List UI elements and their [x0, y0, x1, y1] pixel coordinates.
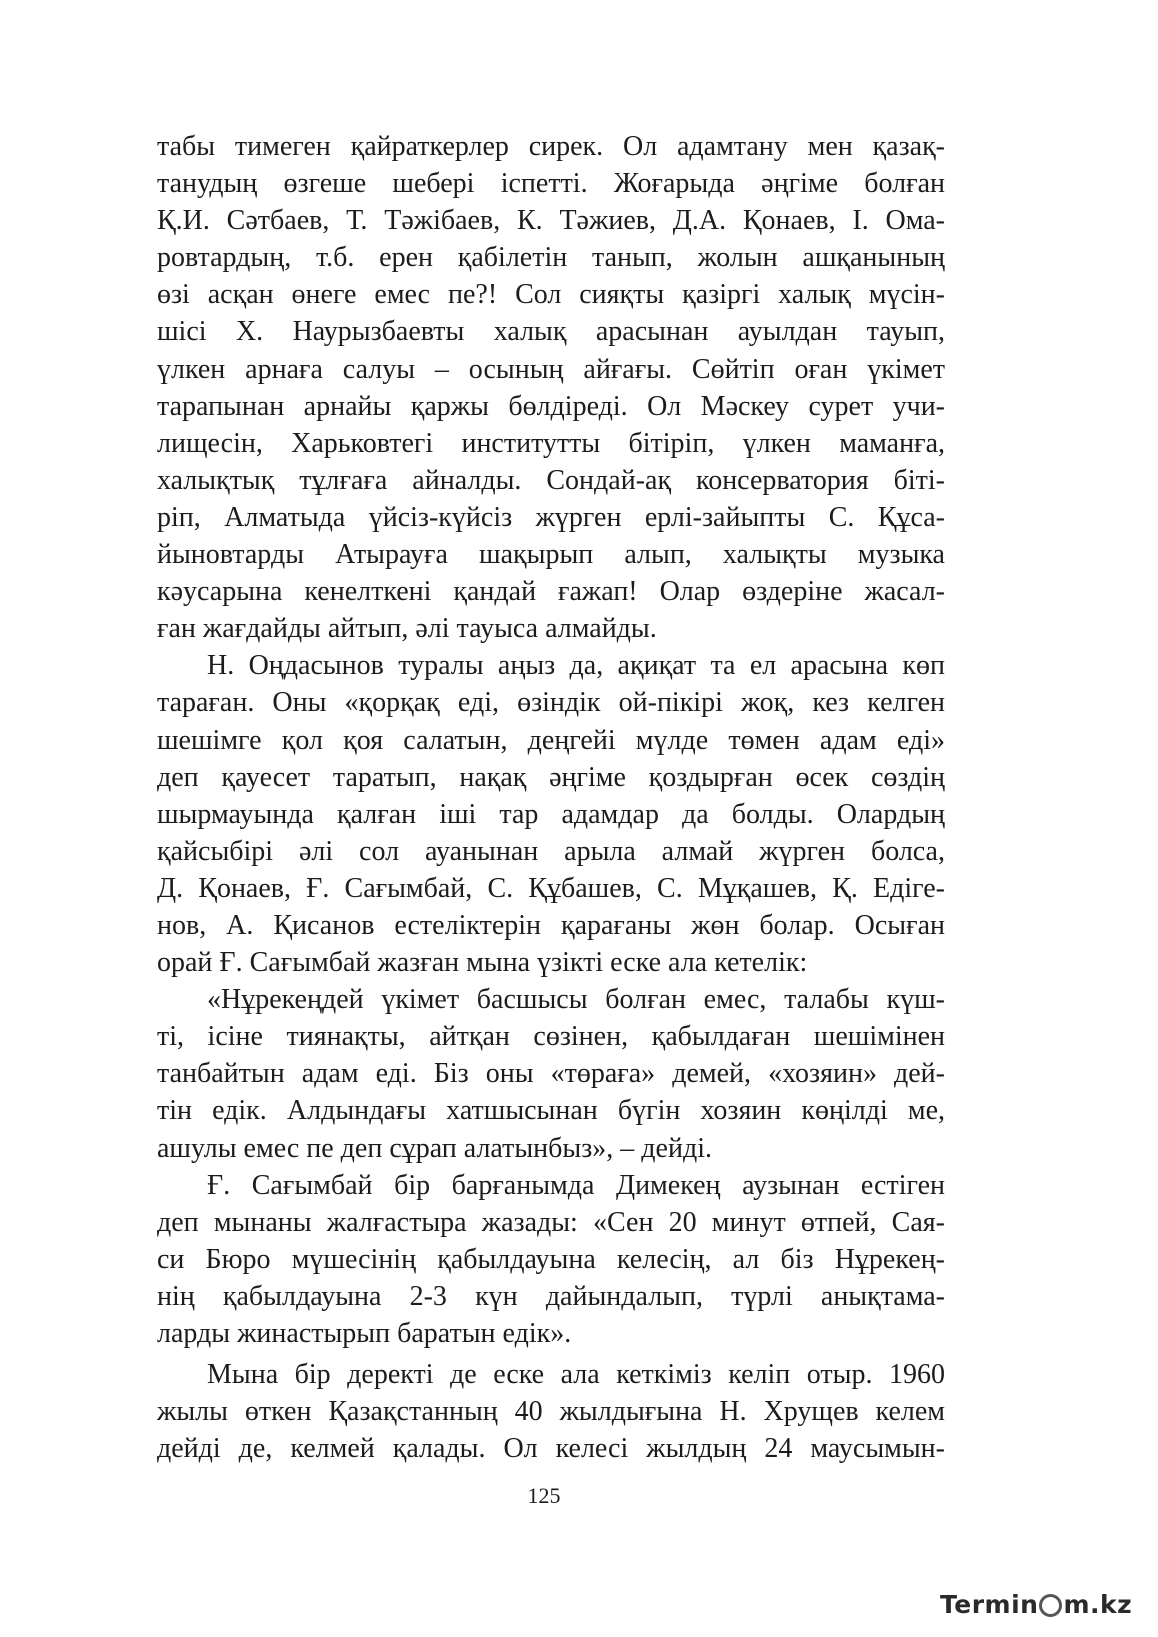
paragraph-5: [157, 1356, 945, 1467]
text-line: шешімге қол қоя салатын, деңгейі мүлде төмен адам еді»: [157, 724, 945, 756]
text-line: орай Ғ. Сағымбай жазған мына үзікті еске ала кетелік:: [157, 947, 808, 979]
text-line: ған жағдайды айтып, әлі тауыса алмайды.: [157, 613, 657, 645]
text-line: Мына бір деректі де еске ала кеткіміз келіп отыр. 1960: [207, 1359, 945, 1391]
text-line: йыновтарды Атырауға шақырып алып, халықты музыка: [157, 539, 945, 571]
text-line: нің қабылдауына 2-3 күн дайындалып, түрлі анықтама-: [157, 1280, 945, 1312]
text-line: шісі Х. Наурызбаевты халық арасынан ауылдан тауып,: [157, 316, 945, 348]
page-number: 125: [527, 1483, 561, 1508]
text-line: ларды жинастырып баратын едік».: [157, 1318, 572, 1349]
text-line: танбайтын адам еді. Біз оны «төраға» демей, «хозяин» дей-: [157, 1058, 945, 1090]
text-line: дейді де, келмей қалады. Ол келесі жылдың 24 маусымын-: [157, 1433, 945, 1465]
text-line: ті, ісіне тиянақты, айтқан сөзінен, қабылдаған шешімінен: [157, 1021, 945, 1053]
watermark-logo: [940, 1587, 1132, 1621]
text-line: тарапынан арнайы қаржы бөлдіреді. Ол Мәскеу сурет учи-: [157, 390, 945, 422]
text-line: ашулы емес пе деп сұрап алатынбыз», – дейді.: [157, 1132, 712, 1164]
text-line: деп қауесет таратып, нақақ әңгіме қоздырған өсек сөздің: [157, 761, 945, 793]
text-line: ріп, Алматыда үйсіз-күйсіз жүрген ерлі-зайыпты С. Құса-: [157, 501, 945, 533]
text-line: ровтардың, т.б. ерен қабілетін танып, жолын ашқанының: [157, 242, 945, 274]
text-line: танудың өзгеше шебері іспетті. Жоғарыда әңгіме болған: [157, 168, 945, 200]
text-line: кәусарына кенелткені қандай ғажап! Олар өздеріне жасал-: [157, 576, 945, 608]
text-line: тараған. Оны «қорқақ еді, өзіндік ой-пікірі жоқ, кез келген: [157, 687, 945, 719]
paragraph-3-quote: [157, 981, 945, 1166]
paragraph-4: [157, 1167, 945, 1352]
text-line: Қ.И. Сәтбаев, Т. Тәжібаев, К. Тәжиев, Д.А. Қонаев, І. Ома-: [157, 205, 945, 237]
text-line: Д. Қонаев, Ғ. Сағымбай, С. Құбашев, С. Мұқашев, Қ. Едіге-: [157, 872, 945, 904]
paragraph-2: [157, 647, 945, 981]
watermark-text-end: m.kz: [1063, 1589, 1133, 1619]
paragraph-1: [157, 128, 945, 647]
page-body: [157, 128, 945, 1467]
text-line: үлкен арнаға салуы – осының айғағы. Сөйтіп оған үкімет: [157, 353, 945, 385]
text-line: шырмауында қалған іші тар адамдар да болды. Олардың: [157, 798, 945, 830]
text-line: деп мынаны жалғастыра жазады: «Сен 20 минут өтпей, Сая-: [157, 1206, 945, 1238]
text-line: си Бюро мүшесінің қабылдауына келесің, ал біз Нұрекең-: [157, 1243, 945, 1275]
text-line: табы тимеген қайраткерлер сирек. Ол адамтану мен қазақ-: [157, 131, 945, 162]
text-line: халықтық тұлғаға айналды. Сондай-ақ консерватория біті-: [157, 464, 945, 496]
text-line: тін едік. Алдындағы хатшысынан бүгін хозяин көңілді ме,: [157, 1095, 945, 1127]
text-line: жылы өткен Қазақстанның 40 жылдығына Н. Хрущев келем: [157, 1396, 945, 1428]
text-line: лищесін, Харьковтегі институтты бітіріп, үлкен маманға,: [157, 427, 945, 459]
text-line: нов, А. Қисанов естеліктерін қарағаны жөн болар. Осыған: [157, 909, 945, 941]
text-line: қайсыбірі әлі сол ауанынан арыла алмай жүрген болса,: [157, 835, 945, 867]
text-line: өзі асқан өнеге емес пе?! Сол сияқты қазіргі халық мүсін-: [157, 279, 945, 311]
ring-icon: [1039, 1594, 1062, 1617]
text-line: Н. Оңдасынов туралы аңыз да, ақиқат та ел арасына көп: [207, 650, 945, 682]
text-line: «Нұрекеңдей үкімет басшысы болған емес, талабы күш-: [207, 984, 945, 1016]
text-line: Ғ. Сағымбай бір барғанымда Димекең аузынан естіген: [207, 1169, 945, 1201]
watermark-text-start: Termin: [940, 1589, 1039, 1619]
